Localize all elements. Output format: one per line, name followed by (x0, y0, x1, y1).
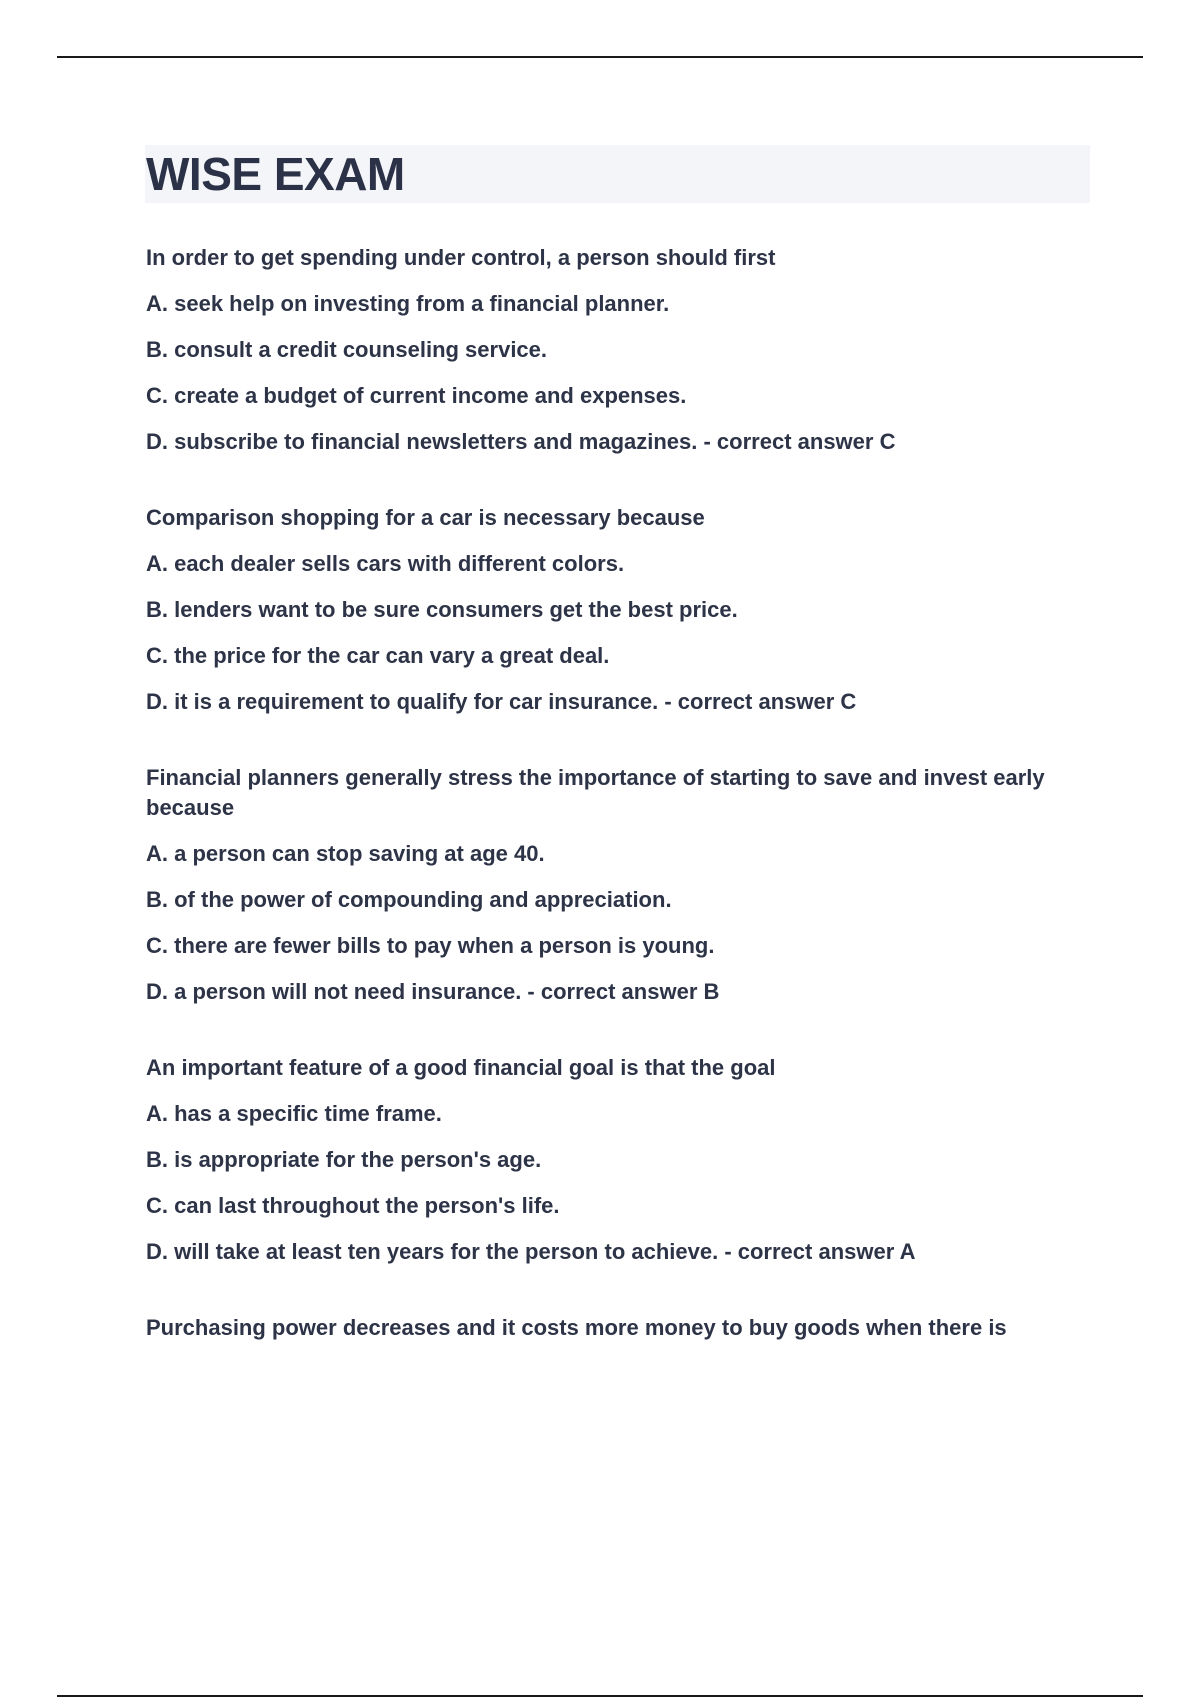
option-b: B. consult a credit counseling service. (146, 337, 548, 362)
question-1 (146, 243, 1076, 457)
document-title: WISE EXAM (146, 148, 405, 200)
option-c: C. can last throughout the person's life. (146, 1193, 560, 1218)
top-rule (57, 56, 1143, 58)
option-a: A. each dealer sells cars with different colors. (146, 551, 625, 576)
question-stem: Purchasing power decreases and it costs more money to buy goods when there is (146, 1315, 1007, 1340)
option-b: B. lenders want to be sure consumers get the best price. (146, 597, 738, 622)
question-stem: In order to get spending under control, a person should first (146, 245, 776, 270)
option-d-with-answer: D. it is a requirement to qualify for car insurance. - correct answer C (146, 689, 857, 714)
question-list (146, 243, 1076, 1405)
question-stem: Financial planners generally stress the importance of starting to save and invest early because (146, 765, 1045, 820)
question-5 (146, 1313, 1076, 1359)
option-c: C. there are fewer bills to pay when a person is young. (146, 933, 715, 958)
question-3 (146, 763, 1076, 1007)
option-d-with-answer: D. a person will not need insurance. - correct answer B (146, 979, 720, 1004)
option-a: A. seek help on investing from a financial planner. (146, 291, 670, 316)
option-c: C. the price for the car can vary a great deal. (146, 643, 610, 668)
option-b: B. is appropriate for the person's age. (146, 1147, 542, 1172)
question-4 (146, 1053, 1076, 1267)
option-d-with-answer: D. will take at least ten years for the person to achieve. - correct answer A (146, 1239, 916, 1264)
option-a: A. has a specific time frame. (146, 1101, 442, 1126)
option-b: B. of the power of compounding and appreciation. (146, 887, 672, 912)
question-stem: An important feature of a good financial goal is that the goal (146, 1055, 776, 1080)
bottom-rule (57, 1695, 1143, 1697)
option-d-with-answer: D. subscribe to financial newsletters and magazines. - correct answer C (146, 429, 896, 454)
question-stem: Comparison shopping for a car is necessary because (146, 505, 705, 530)
option-a: A. a person can stop saving at age 40. (146, 841, 545, 866)
option-c: C. create a budget of current income and expenses. (146, 383, 687, 408)
question-2 (146, 503, 1076, 717)
